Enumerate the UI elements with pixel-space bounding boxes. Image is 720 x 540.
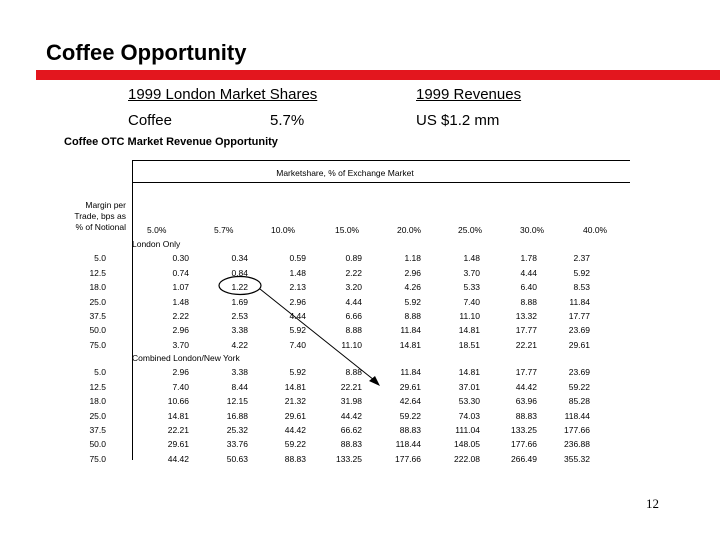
margin-row-label: 5.0 bbox=[94, 253, 106, 264]
table-cell: 1.69 bbox=[231, 296, 248, 307]
table-cell: 266.49 bbox=[511, 453, 537, 464]
table-cell: 44.42 bbox=[340, 410, 362, 421]
table-cell: 8.88 bbox=[345, 325, 362, 336]
column-header: 25.0% bbox=[458, 225, 483, 235]
table-cell: 16.88 bbox=[226, 410, 248, 421]
table-cell: 118.44 bbox=[564, 410, 590, 421]
table-cell: 8.88 bbox=[345, 367, 362, 378]
table-cell: 177.66 bbox=[564, 425, 590, 435]
table-cell: 22.21 bbox=[340, 381, 362, 392]
column-header: 5.7% bbox=[214, 225, 234, 235]
table-cell: 222.08 bbox=[454, 453, 480, 464]
table-cell: 23.69 bbox=[568, 325, 590, 336]
table-cell: 29.61 bbox=[167, 439, 189, 450]
table-cell: 14.81 bbox=[399, 339, 421, 350]
table-cell: 2.37 bbox=[573, 253, 590, 264]
margin-caption-line: % of Notional bbox=[75, 222, 126, 232]
table-cell: 17.77 bbox=[515, 367, 537, 378]
margin-caption-line: Trade, bps as bbox=[74, 211, 126, 221]
table-cell: 0.74 bbox=[172, 267, 189, 278]
margin-row-label: 5.0 bbox=[94, 367, 106, 378]
table-cell: 0.59 bbox=[289, 253, 306, 264]
column-header: 30.0% bbox=[520, 225, 545, 235]
table-cell: 177.66 bbox=[395, 453, 421, 464]
table-cell: 2.96 bbox=[172, 325, 189, 336]
table-cell: 0.34 bbox=[231, 253, 248, 264]
table-cell: 44.42 bbox=[167, 453, 189, 464]
margin-row-label: 37.5 bbox=[89, 425, 106, 435]
margin-row-label: 18.0 bbox=[89, 396, 106, 407]
table-cell: 3.38 bbox=[231, 367, 248, 378]
table-cell: 59.22 bbox=[399, 410, 421, 421]
table-cell: 0.84 bbox=[231, 267, 248, 278]
table-cell: 2.96 bbox=[404, 267, 421, 278]
table-cell: 5.92 bbox=[289, 367, 306, 378]
table-cell: 1.48 bbox=[463, 253, 480, 264]
table-cell: 4.26 bbox=[404, 282, 421, 293]
table-cell: 11.10 bbox=[341, 339, 362, 350]
table-cell: 59.22 bbox=[284, 439, 306, 450]
table-cell: 17.77 bbox=[568, 311, 590, 321]
margin-row-label: 50.0 bbox=[89, 439, 106, 450]
table-cell: 11.84 bbox=[569, 296, 590, 307]
table-cell: 31.98 bbox=[340, 396, 362, 407]
table-cell: 88.83 bbox=[284, 453, 306, 464]
table-cell: 18.51 bbox=[458, 339, 480, 350]
table-cell: 85.28 bbox=[568, 396, 590, 407]
table-cell: 29.61 bbox=[284, 410, 306, 421]
table-cell: 88.83 bbox=[399, 425, 421, 435]
table-cell: 11.84 bbox=[400, 367, 421, 378]
table-cell: 1.18 bbox=[404, 253, 421, 264]
table-cell: 11.10 bbox=[459, 311, 480, 321]
table-cell: 14.81 bbox=[284, 381, 306, 392]
margin-row-label: 12.5 bbox=[89, 381, 106, 392]
table-cell: 118.44 bbox=[395, 439, 421, 450]
group-label: Combined London/New York bbox=[132, 353, 240, 363]
column-header: 40.0% bbox=[583, 225, 608, 235]
slide-title: Coffee Opportunity bbox=[46, 40, 247, 65]
table-cell: 4.44 bbox=[345, 296, 362, 307]
table-cell: 8.88 bbox=[404, 311, 421, 321]
margin-row-label: 25.0 bbox=[89, 296, 106, 307]
table-cell: 1.48 bbox=[289, 267, 306, 278]
table-cell: 2.22 bbox=[172, 311, 189, 321]
margin-row-label: 37.5 bbox=[89, 311, 106, 321]
table-cell: 44.42 bbox=[515, 381, 537, 392]
table-cell: 22.21 bbox=[167, 425, 189, 435]
table-cell: 44.42 bbox=[284, 425, 306, 435]
table-cell: 42.64 bbox=[399, 396, 421, 407]
table-cell: 177.66 bbox=[511, 439, 537, 450]
revenues-header: 1999 Revenues bbox=[416, 86, 522, 103]
table-cell: 111.04 bbox=[455, 425, 480, 435]
table-cell: 14.81 bbox=[458, 367, 480, 378]
table-cell: 11.84 bbox=[400, 325, 421, 336]
table-cell: 3.70 bbox=[172, 339, 189, 350]
table-cell: 8.88 bbox=[520, 296, 537, 307]
table-cell: 25.32 bbox=[226, 425, 248, 435]
table-cell: 74.03 bbox=[458, 410, 480, 421]
table-cell: 66.62 bbox=[340, 425, 362, 435]
table-cell: 63.96 bbox=[515, 396, 537, 407]
table-cell: 3.20 bbox=[345, 282, 362, 293]
margin-caption-line: Margin per bbox=[85, 200, 126, 210]
table-cell: 3.70 bbox=[463, 267, 480, 278]
marketshare-caption: Marketshare, % of Exchange Market bbox=[276, 168, 414, 178]
group-label: London Only bbox=[132, 239, 181, 249]
table-cell: 53.30 bbox=[458, 396, 480, 407]
table-cell: 5.92 bbox=[573, 267, 590, 278]
table-cell: 17.77 bbox=[515, 325, 537, 336]
table-cell: 12.15 bbox=[226, 396, 248, 407]
table-cell: 3.38 bbox=[231, 325, 248, 336]
table-cell: 1.48 bbox=[172, 296, 189, 307]
column-header: 15.0% bbox=[335, 225, 360, 235]
table-section-title: Coffee OTC Market Revenue Opportunity bbox=[64, 136, 278, 148]
table-cell: 10.66 bbox=[167, 396, 189, 407]
table-cell: 50.63 bbox=[226, 453, 248, 464]
table-cell: 0.30 bbox=[172, 253, 189, 264]
table-cell: 33.76 bbox=[226, 439, 248, 450]
margin-row-label: 18.0 bbox=[89, 282, 106, 293]
margin-row-label: 12.5 bbox=[89, 267, 106, 278]
table-cell: 1.07 bbox=[172, 282, 189, 293]
table-cell: 21.32 bbox=[284, 396, 306, 407]
table-cell: 37.01 bbox=[458, 381, 480, 392]
table-cell: 4.22 bbox=[231, 339, 248, 350]
table-cell: 7.40 bbox=[463, 296, 480, 307]
table-cell: 7.40 bbox=[289, 339, 306, 350]
highlight-circle bbox=[219, 277, 261, 295]
column-header: 5.0% bbox=[147, 225, 167, 235]
table-cell: 236.88 bbox=[564, 439, 590, 450]
table-cell: 2.22 bbox=[345, 267, 362, 278]
table-cell: 5.92 bbox=[289, 325, 306, 336]
table-cell: 8.44 bbox=[231, 381, 248, 392]
table-cell: 148.05 bbox=[454, 439, 480, 450]
commodity-label: Coffee bbox=[128, 112, 172, 129]
table-cell: 5.92 bbox=[404, 296, 421, 307]
table-cell: 4.44 bbox=[289, 311, 306, 321]
arrow-shaft bbox=[260, 289, 374, 380]
table-cell: 88.83 bbox=[340, 439, 362, 450]
table-cell: 29.61 bbox=[399, 381, 421, 392]
margin-row-label: 75.0 bbox=[89, 453, 106, 464]
table-cell: 1.78 bbox=[520, 253, 537, 264]
table-cell: 88.83 bbox=[515, 410, 537, 421]
revenue-value: US $1.2 mm bbox=[416, 112, 500, 129]
table-cell: 13.32 bbox=[515, 311, 537, 321]
table-cell: 14.81 bbox=[167, 410, 189, 421]
table-cell: 2.13 bbox=[289, 282, 306, 293]
table-cell: 23.69 bbox=[568, 367, 590, 378]
table-cell: 133.25 bbox=[511, 425, 537, 435]
table-cell: 6.66 bbox=[345, 311, 362, 321]
table-cell: 14.81 bbox=[458, 325, 480, 336]
margin-row-label: 50.0 bbox=[89, 325, 106, 336]
table-cell: 4.44 bbox=[520, 267, 537, 278]
table-cell: 2.96 bbox=[289, 296, 306, 307]
table-cell: 133.25 bbox=[336, 453, 362, 464]
table-cell: 1.22 bbox=[231, 282, 248, 293]
share-value: 5.7% bbox=[270, 112, 305, 129]
table-cell: 5.33 bbox=[463, 282, 480, 293]
market-share-header: 1999 London Market Shares bbox=[128, 86, 318, 103]
table-cell: 22.21 bbox=[515, 339, 537, 350]
page-number: 12 bbox=[646, 496, 659, 511]
column-header: 20.0% bbox=[397, 225, 422, 235]
table-cell: 7.40 bbox=[172, 381, 189, 392]
table-cell: 2.96 bbox=[172, 367, 189, 378]
column-header: 10.0% bbox=[271, 225, 296, 235]
table-cell: 0.89 bbox=[345, 253, 362, 264]
table-cell: 29.61 bbox=[568, 339, 590, 350]
table-cell: 2.53 bbox=[231, 311, 248, 321]
table-cell: 355.32 bbox=[564, 453, 590, 464]
margin-row-label: 25.0 bbox=[89, 410, 106, 421]
margin-row-label: 75.0 bbox=[89, 339, 106, 350]
table-cell: 59.22 bbox=[568, 381, 590, 392]
table-cell: 6.40 bbox=[520, 282, 537, 293]
table-cell: 8.53 bbox=[573, 282, 590, 293]
